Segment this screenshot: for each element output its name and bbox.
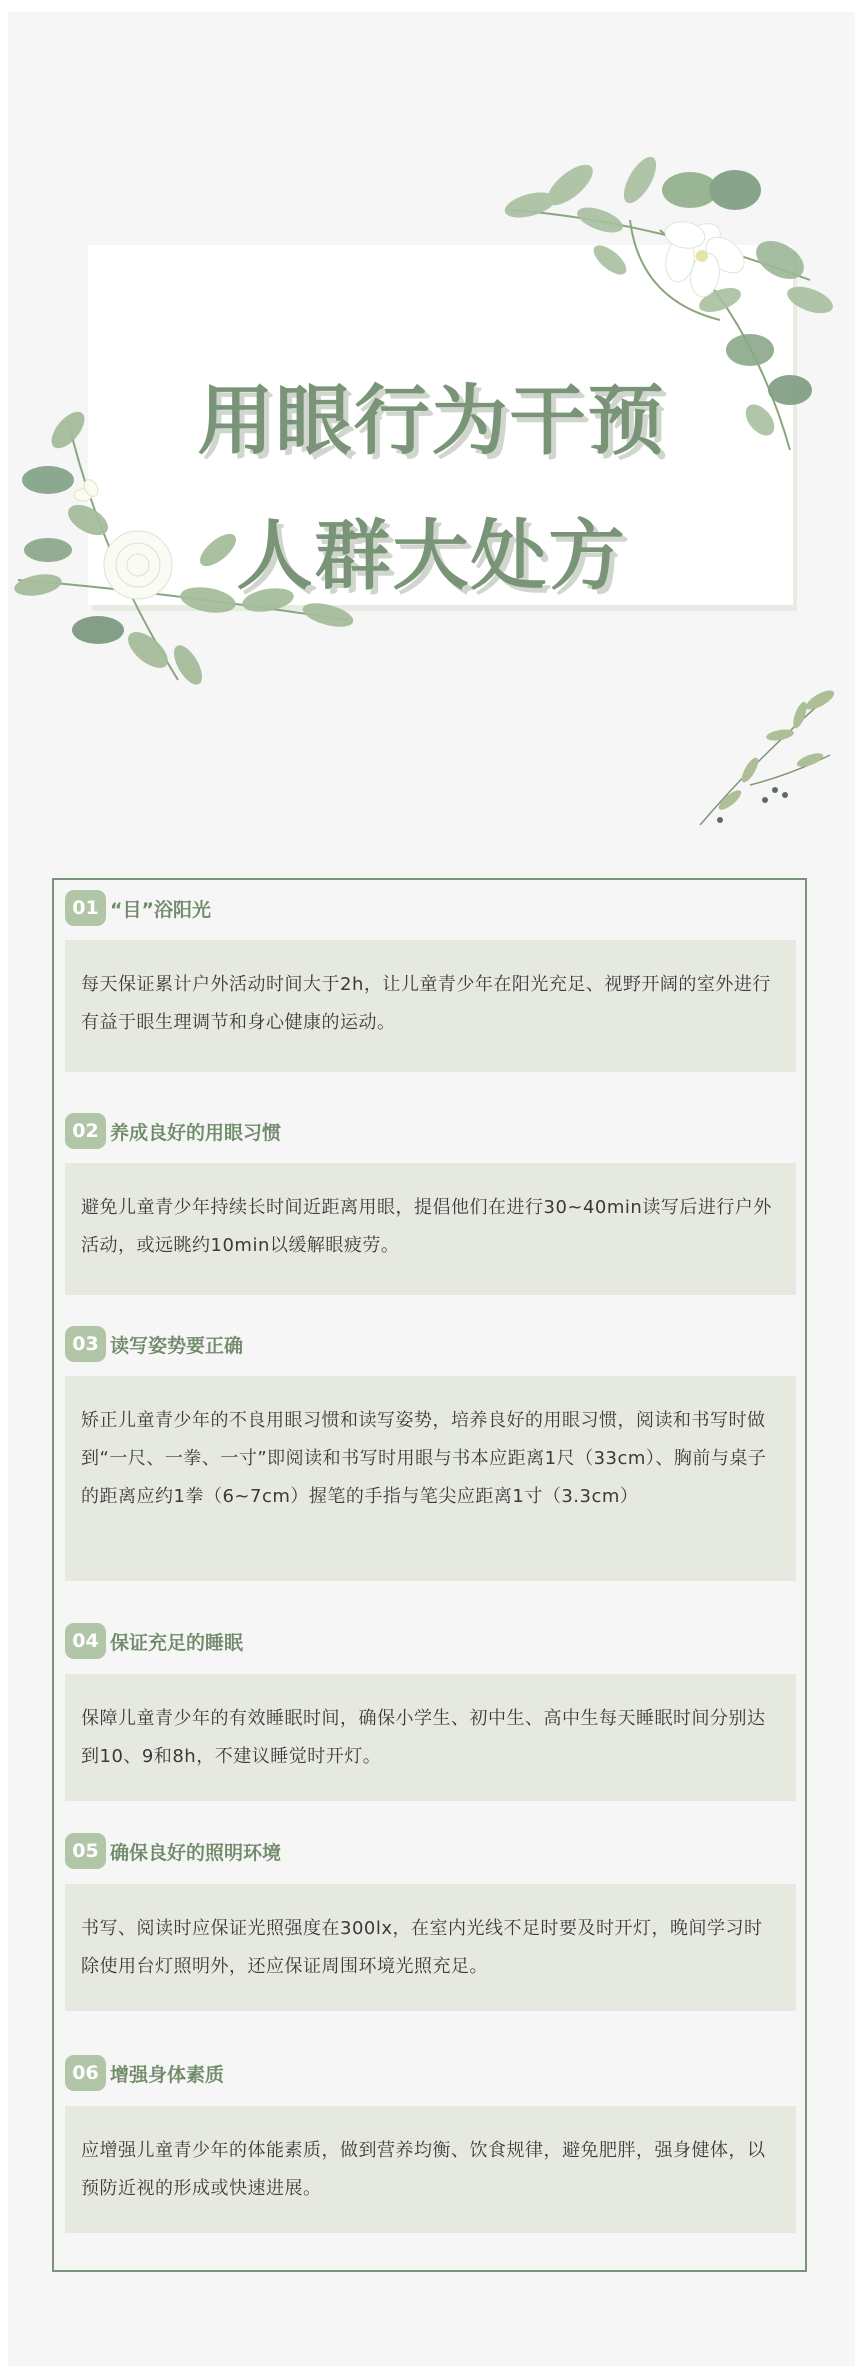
section-number-badge: 06 <box>65 2055 106 2091</box>
section-header-3 <box>65 1326 243 1362</box>
section-number-badge: 05 <box>65 1833 106 1869</box>
section-number-badge: 01 <box>65 890 106 926</box>
section-title: 增强身体素质 <box>110 2063 225 2086</box>
hero-title-line2: 人群大处方 <box>236 511 627 600</box>
section-body-4: 保障儿童青少年的有效睡眠时间，确保小学生、初中生、高中生每天睡眠时间分别达到10、9和8h，不建议睡觉时开灯。 <box>65 1674 796 1801</box>
section-header-4 <box>65 1623 243 1659</box>
section-body-3: 矫正儿童青少年的不良用眼习惯和读写姿势，培养良好的用眼习惯，阅读和书写时做到“一尺、一拳、一寸”即阅读和书写时用眼与书本应距离1尺（33cm）、胸前与桌子的距离应约1拳（6~7cm）握笔的手指与笔尖应距离1寸（3.3cm） <box>65 1376 796 1581</box>
leaf-branch-icon <box>690 675 850 835</box>
section-header-1 <box>65 890 211 926</box>
section-header-6 <box>65 2055 224 2091</box>
section-number-badge: 04 <box>65 1623 106 1659</box>
section-title: 确保良好的照明环境 <box>110 1841 282 1864</box>
section-number-badge: 02 <box>65 1113 106 1149</box>
section-title: “目”浴阳光 <box>110 898 211 921</box>
section-body-6: 应增强儿童青少年的体能素质，做到营养均衡、饮食规律，避免肥胖，强身健体，以预防近视的形成或快速进展。 <box>65 2106 796 2233</box>
section-header-2 <box>65 1113 281 1149</box>
section-title: 养成良好的用眼习惯 <box>110 1121 282 1144</box>
hero-title-line1: 用眼行为干预 <box>197 376 666 465</box>
section-number-badge: 03 <box>65 1326 106 1362</box>
section-title: 读写姿势要正确 <box>110 1334 244 1357</box>
section-title: 保证充足的睡眠 <box>110 1631 244 1654</box>
section-body-1: 每天保证累计户外活动时间大于2h，让儿童青少年在阳光充足、视野开阔的室外进行有益于眼生理调节和身心健康的运动。 <box>65 940 796 1072</box>
section-header-5 <box>65 1833 281 1869</box>
section-body-5: 书写、阅读时应保证光照强度在300lx，在室内光线不足时要及时开灯，晚间学习时除使用台灯照明外，还应保证周围环境光照充足。 <box>65 1884 796 2011</box>
section-body-2: 避免儿童青少年持续长时间近距离用眼，提倡他们在进行30~40min读写后进行户外活动，或远眺约10min以缓解眼疲劳。 <box>65 1163 796 1295</box>
